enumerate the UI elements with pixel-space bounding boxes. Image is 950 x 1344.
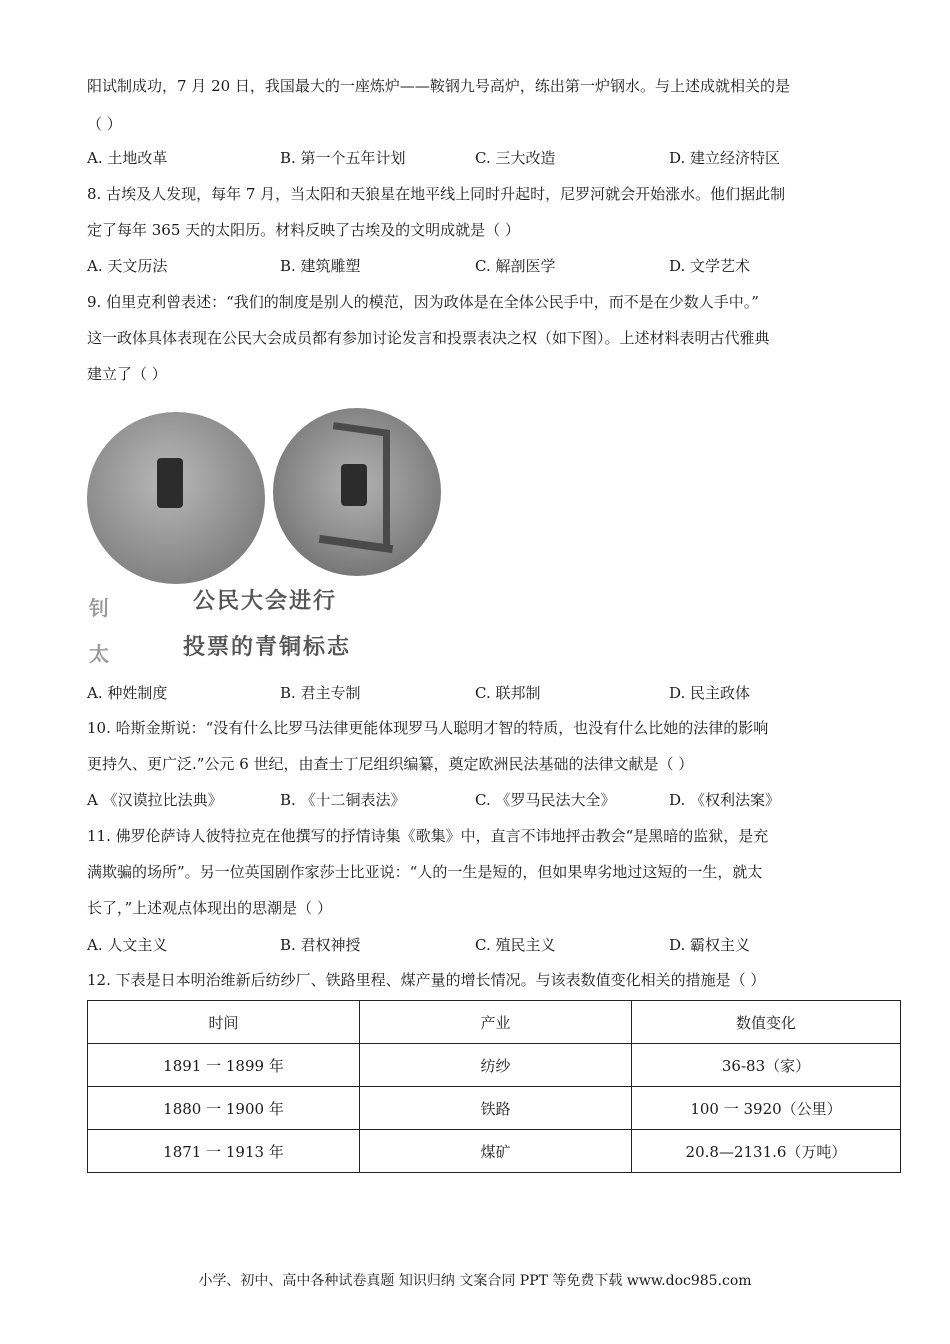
q8-option-b[interactable]: B. 建筑雕塑: [280, 257, 361, 275]
q7-option-c[interactable]: C. 三大改造: [475, 149, 556, 167]
q7-option-d[interactable]: D. 建立经济特区: [669, 149, 781, 167]
q12-text: 12. 下表是日本明治维新后纺纱厂、铁路里程、煤产量的增长情况。与该表数值变化相关的措施是（ ）: [87, 971, 766, 989]
q7-bracket: （ ）: [87, 115, 122, 133]
q7-option-a[interactable]: A. 土地改革: [87, 149, 168, 167]
q9-option-a[interactable]: A. 种姓制度: [87, 684, 168, 702]
q11-options: [87, 935, 907, 955]
table-cell: 1880 一 1900 年: [88, 1087, 360, 1130]
q9-text-line-2: 这一政体具体表现在公民大会成员都有参加讨论发言和投票表决之权（如下图）。上述材料表明古代雅典: [87, 329, 770, 347]
token-bar: [383, 430, 390, 550]
table-cell: 20.8—2131.6（万吨）: [632, 1130, 901, 1173]
q8-options: [87, 256, 907, 276]
table-row: [88, 1130, 901, 1173]
q10-options: [87, 790, 907, 810]
table-header-row: [88, 1001, 901, 1044]
table-row: [88, 1044, 901, 1087]
table-cell: 1891 一 1899 年: [88, 1044, 360, 1087]
q10-text-line-2: 更持久、更广泛.”公元 6 世纪，由查士丁尼组织编纂，奠定欧洲民法基础的法律文献是（ ）: [87, 755, 694, 773]
table-cell: 36-83（家）: [632, 1044, 901, 1087]
q10-option-c[interactable]: C. 《罗马民法大全》: [475, 791, 616, 809]
table-header-time: 时间: [88, 1001, 360, 1044]
figure-caption-line-1: 公民大会进行: [193, 589, 338, 614]
table-header-industry: 产业: [360, 1001, 632, 1044]
meiji-growth-table: [87, 1000, 901, 1173]
q11-option-a[interactable]: A. 人文主义: [87, 936, 168, 954]
q9-text-line-3: 建立了（ ）: [87, 365, 167, 383]
bronze-token-right-image: [273, 408, 441, 576]
figure-edge-text: 钊: [89, 596, 109, 620]
q9-option-b[interactable]: B. 君主专制: [280, 684, 361, 702]
q11-text-line-3: 长了，”上述观点体现出的思潮是（ ）: [87, 899, 332, 917]
q10-option-a[interactable]: A 《汉谟拉比法典》: [87, 791, 223, 809]
q11-option-c[interactable]: C. 殖民主义: [475, 936, 556, 954]
q10-text-line-1: 10. 哈斯金斯说：“没有什么比罗马法律更能体现罗马人聪明才智的特质，也没有什么比她的法律的影响: [87, 719, 769, 737]
q7-option-b[interactable]: B. 第一个五年计划: [280, 149, 406, 167]
q10-option-b[interactable]: B. 《十二铜表法》: [280, 791, 406, 809]
table-cell: 1871 一 1913 年: [88, 1130, 360, 1173]
q11-text-line-1: 11. 佛罗伦萨诗人彼特拉克在他撰写的抒情诗集《歌集》中，直言不讳地抨击教会“是黑暗的监狱，是充: [87, 827, 769, 845]
table-cell: 100 一 3920（公里）: [632, 1087, 901, 1130]
q9-option-c[interactable]: C. 联邦制: [475, 684, 541, 702]
q11-option-d[interactable]: D. 霸权主义: [669, 936, 751, 954]
token-bar: [333, 422, 389, 437]
figure-caption-line-2: 投票的青铜标志: [183, 635, 352, 660]
q8-option-a[interactable]: A. 天文历法: [87, 257, 168, 275]
q11-option-b[interactable]: B. 君权神授: [280, 936, 361, 954]
q11-text-line-2: 满欺骗的场所”。另一位英国剧作家莎士比亚说：“人的一生是短的，但如果卑劣地过这短的一生，就太: [87, 863, 763, 881]
table-cell: 纺纱: [360, 1044, 632, 1087]
token-axle: [341, 464, 367, 506]
q10-option-d[interactable]: D. 《权利法案》: [669, 791, 781, 809]
page-footer: 小学、初中、高中各种试卷真题 知识归纳 文案合同 PPT 等免费下载 www.doc985.com: [198, 1273, 752, 1289]
q8-option-c[interactable]: C. 解剖医学: [475, 257, 556, 275]
bronze-voting-token-figure: [87, 398, 447, 668]
q9-option-d[interactable]: D. 民主政体: [669, 684, 751, 702]
table-header-value-change: 数值变化: [632, 1001, 901, 1044]
q8-text-line-1: 8. 古埃及人发现，每年 7 月，当太阳和天狼星在地平线上同时升起时，尼罗河就会开始涨水。他们据此制: [87, 185, 786, 203]
token-axle: [157, 458, 183, 508]
q7-text: 阳试制成功，7 月 20 日，我国最大的一座炼炉——鞍钢九号高炉，练出第一炉钢水。与上述成就相关的是: [87, 77, 790, 95]
table-row: [88, 1087, 901, 1130]
figure-edge-text: 太: [89, 642, 109, 666]
q8-text-line-2: 定了每年 365 天的太阳历。材料反映了古埃及的文明成就是（ ）: [87, 221, 520, 239]
q9-text-line-1: 9. 伯里克利曾表述：“我们的制度是别人的模范，因为政体是在全体公民手中，而不是在少数人手中。”: [87, 293, 759, 311]
bronze-token-left-image: [87, 412, 265, 584]
table-cell: 铁路: [360, 1087, 632, 1130]
q8-option-d[interactable]: D. 文学艺术: [669, 257, 751, 275]
q7-options: [87, 148, 907, 168]
q9-options: [87, 683, 907, 703]
table-cell: 煤矿: [360, 1130, 632, 1173]
